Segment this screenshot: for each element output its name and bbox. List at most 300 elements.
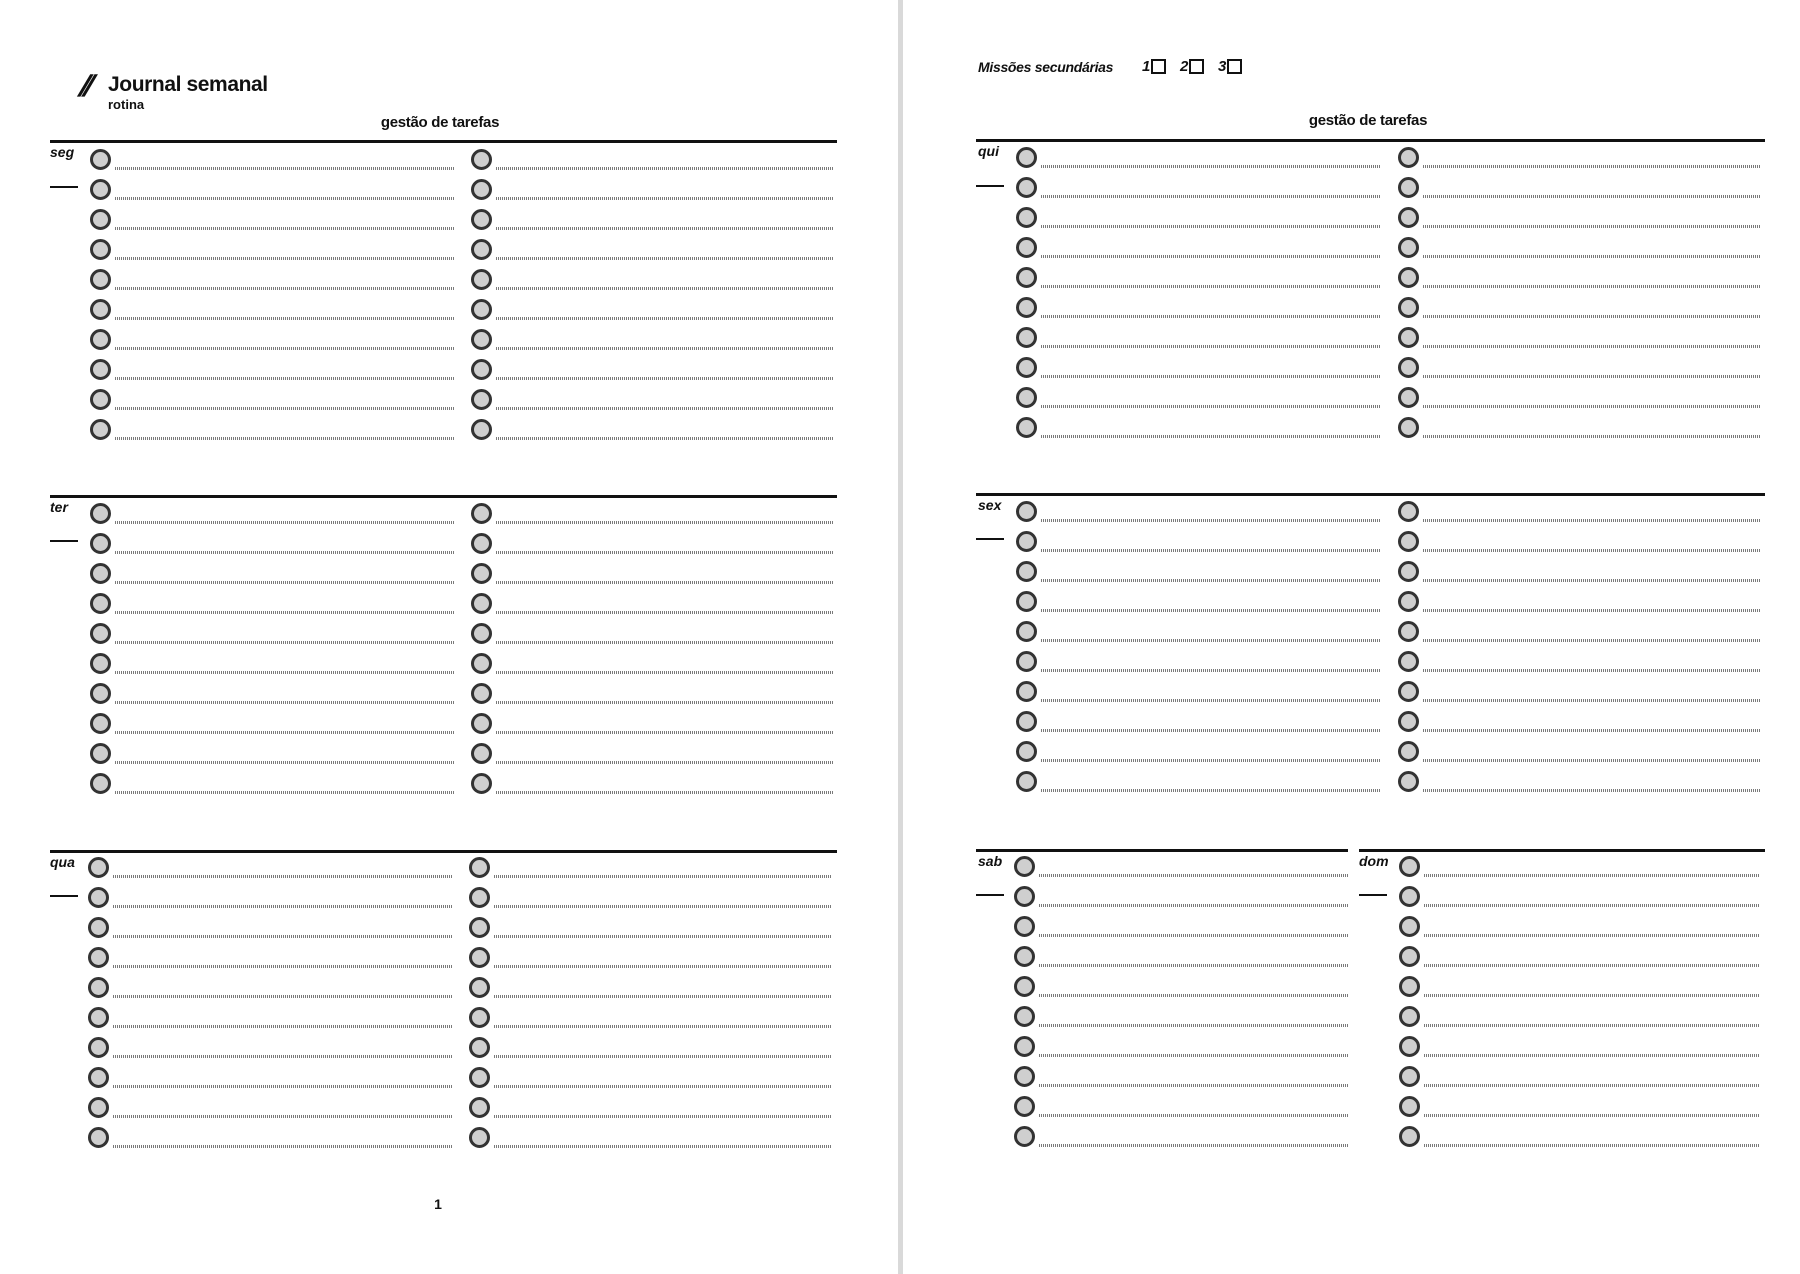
task-checkbox-icon[interactable] [88,1127,109,1148]
task-checkbox-icon[interactable] [471,359,492,380]
task-checkbox-icon[interactable] [1016,741,1037,762]
task-write-line[interactable] [1041,579,1381,582]
task-checkbox-icon[interactable] [471,419,492,440]
task-checkbox-icon[interactable] [471,653,492,674]
task-row [471,653,833,683]
task-write-line[interactable] [1424,874,1760,877]
task-checkbox-icon[interactable] [469,1127,490,1148]
task-checkbox-icon[interactable] [471,683,492,704]
task-row [471,269,833,299]
task-checkbox-icon[interactable] [1398,387,1419,408]
task-write-line[interactable] [1423,759,1760,762]
day-dash [976,185,1004,187]
task-checkbox-icon[interactable] [1399,1036,1420,1057]
task-write-line[interactable] [113,875,453,878]
task-write-line[interactable] [113,905,453,908]
checkbox-icon [1151,59,1166,74]
task-write-line[interactable] [494,875,831,878]
task-write-line[interactable] [1423,315,1760,318]
task-write-line[interactable] [1423,609,1760,612]
task-row [1014,886,1348,916]
journal-logo-icon: // [76,70,93,103]
task-checkbox-icon[interactable] [471,593,492,614]
task-checkbox-icon[interactable] [1398,357,1419,378]
task-checkbox-icon[interactable] [88,887,109,908]
task-write-line[interactable] [115,701,455,704]
task-write-line[interactable] [1039,904,1348,907]
task-checkbox-icon[interactable] [1016,237,1037,258]
task-write-line[interactable] [494,995,831,998]
task-write-line[interactable] [496,437,833,440]
task-write-line[interactable] [494,1115,831,1118]
task-write-line[interactable] [1039,964,1348,967]
task-write-line[interactable] [1423,435,1760,438]
task-write-line[interactable] [1041,375,1381,378]
task-checkbox-icon[interactable] [1398,237,1419,258]
task-checkbox-icon[interactable] [90,359,111,380]
task-checkbox-icon[interactable] [1399,1126,1420,1147]
page-title: Journal semanal [108,73,268,96]
task-row [471,503,833,533]
task-checkbox-icon[interactable] [1016,357,1037,378]
task-write-line[interactable] [115,551,455,554]
task-row [90,179,455,209]
task-checkbox-icon[interactable] [1014,976,1035,997]
task-checkbox-icon[interactable] [90,179,111,200]
task-row [88,947,453,977]
task-write-line[interactable] [1423,285,1760,288]
task-write-line[interactable] [115,377,455,380]
task-write-line[interactable] [1041,519,1381,522]
task-checkbox-icon[interactable] [1398,297,1419,318]
task-checkbox-icon[interactable] [90,743,111,764]
task-write-line[interactable] [496,521,833,524]
task-row [471,533,833,563]
task-checkbox-icon[interactable] [90,239,111,260]
task-write-line[interactable] [1423,579,1760,582]
task-checkbox-icon[interactable] [471,389,492,410]
task-checkbox-icon[interactable] [1016,417,1037,438]
task-checkbox-icon[interactable] [1016,177,1037,198]
task-write-line[interactable] [1041,609,1381,612]
task-write-line[interactable] [1041,225,1381,228]
task-checkbox-icon[interactable] [1014,916,1035,937]
task-row [471,209,833,239]
day-block-rule [50,495,837,498]
task-column [1399,856,1760,1156]
task-checkbox-icon[interactable] [1398,651,1419,672]
task-write-line[interactable] [494,935,831,938]
task-write-line[interactable] [1041,699,1381,702]
task-write-line[interactable] [115,317,455,320]
task-checkbox-icon[interactable] [90,593,111,614]
task-checkbox-icon[interactable] [1016,651,1037,672]
task-write-line[interactable] [496,761,833,764]
task-write-line[interactable] [1041,345,1381,348]
task-checkbox-icon[interactable] [1399,1096,1420,1117]
task-checkbox-icon[interactable] [88,917,109,938]
task-checkbox-icon[interactable] [1014,1126,1035,1147]
task-write-line[interactable] [115,287,455,290]
task-write-line[interactable] [1041,759,1381,762]
task-checkbox-icon[interactable] [471,209,492,230]
task-checkbox-icon[interactable] [90,563,111,584]
task-checkbox-icon[interactable] [471,743,492,764]
task-row [1399,1096,1760,1126]
task-write-line[interactable] [115,167,455,170]
task-write-line[interactable] [1041,639,1381,642]
task-checkbox-icon[interactable] [1016,297,1037,318]
task-write-line[interactable] [115,521,455,524]
task-row [1399,1126,1760,1156]
task-write-line[interactable] [1423,729,1760,732]
task-checkbox-icon[interactable] [1016,771,1037,792]
task-write-line[interactable] [1039,874,1348,877]
task-write-line[interactable] [1424,1144,1760,1147]
task-write-line[interactable] [1041,549,1381,552]
task-checkbox-icon[interactable] [1016,591,1037,612]
task-write-line[interactable] [113,1115,453,1118]
task-row [1014,976,1348,1006]
task-checkbox-icon[interactable] [1016,267,1037,288]
task-write-line[interactable] [115,731,455,734]
task-checkbox-icon[interactable] [90,419,111,440]
task-write-line[interactable] [496,701,833,704]
task-checkbox-icon[interactable] [1014,886,1035,907]
task-write-line[interactable] [496,581,833,584]
task-write-line[interactable] [496,347,833,350]
task-column [471,503,833,803]
task-write-line[interactable] [1423,789,1760,792]
task-row [1014,1066,1348,1096]
task-write-line[interactable] [1424,1114,1760,1117]
task-checkbox-icon[interactable] [90,329,111,350]
task-write-line[interactable] [1424,964,1760,967]
task-write-line[interactable] [496,257,833,260]
task-checkbox-icon[interactable] [90,623,111,644]
task-checkbox-icon[interactable] [1399,946,1420,967]
task-checkbox-icon[interactable] [471,269,492,290]
task-write-line[interactable] [1041,255,1381,258]
task-row [471,593,833,623]
task-checkbox-icon[interactable] [471,299,492,320]
task-write-line[interactable] [1423,699,1760,702]
task-write-line[interactable] [1424,1084,1760,1087]
task-row [1399,1066,1760,1096]
task-write-line[interactable] [115,791,455,794]
task-write-line[interactable] [115,671,455,674]
task-checkbox-icon[interactable] [471,623,492,644]
task-row [1014,916,1348,946]
task-checkbox-icon[interactable] [469,1037,490,1058]
task-row [1016,327,1381,357]
task-write-line[interactable] [1041,729,1381,732]
task-write-line[interactable] [1423,669,1760,672]
task-write-line[interactable] [113,1145,453,1148]
task-write-line[interactable] [494,1025,831,1028]
day-dash [976,894,1004,896]
task-checkbox-icon[interactable] [1398,531,1419,552]
task-write-line[interactable] [496,791,833,794]
task-write-line[interactable] [1424,934,1760,937]
task-checkbox-icon[interactable] [1399,916,1420,937]
task-checkbox-icon[interactable] [1398,177,1419,198]
task-write-line[interactable] [115,761,455,764]
task-write-line[interactable] [1423,375,1760,378]
task-row [1016,531,1381,561]
task-checkbox-icon[interactable] [1399,976,1420,997]
task-row [88,917,453,947]
task-write-line[interactable] [1423,345,1760,348]
task-checkbox-icon[interactable] [1398,501,1419,522]
task-write-line[interactable] [1041,195,1381,198]
task-checkbox-icon[interactable] [469,917,490,938]
task-write-line[interactable] [1039,1114,1348,1117]
task-column [90,503,455,803]
task-row [1399,946,1760,976]
task-checkbox-icon[interactable] [90,299,111,320]
task-row [1016,651,1381,681]
task-checkbox-icon[interactable] [1398,267,1419,288]
task-write-line[interactable] [496,611,833,614]
task-checkbox-icon[interactable] [90,683,111,704]
task-write-line[interactable] [1424,904,1760,907]
task-checkbox-icon[interactable] [1398,591,1419,612]
task-row [1399,1036,1760,1066]
task-checkbox-icon[interactable] [471,533,492,554]
task-checkbox-icon[interactable] [1398,147,1419,168]
task-write-line[interactable] [113,935,453,938]
task-checkbox-icon[interactable] [1398,771,1419,792]
task-write-line[interactable] [113,1055,453,1058]
task-checkbox-icon[interactable] [1398,327,1419,348]
task-write-line[interactable] [115,407,455,410]
task-write-line[interactable] [113,1025,453,1028]
task-checkbox-icon[interactable] [469,857,490,878]
task-checkbox-icon[interactable] [1398,207,1419,228]
task-row [1398,267,1760,297]
task-write-line[interactable] [1041,165,1381,168]
task-checkbox-icon[interactable] [90,209,111,230]
task-checkbox-icon[interactable] [1014,946,1035,967]
task-checkbox-icon[interactable] [88,857,109,878]
task-write-line[interactable] [496,167,833,170]
task-checkbox-icon[interactable] [88,1097,109,1118]
task-checkbox-icon[interactable] [469,887,490,908]
task-write-line[interactable] [496,197,833,200]
task-write-line[interactable] [496,407,833,410]
task-write-line[interactable] [1039,1144,1348,1147]
task-write-line[interactable] [496,641,833,644]
task-write-line[interactable] [1041,435,1381,438]
task-write-line[interactable] [1039,994,1348,997]
task-row [1398,357,1760,387]
task-checkbox-icon[interactable] [88,947,109,968]
task-write-line[interactable] [496,287,833,290]
task-checkbox-icon[interactable] [1398,621,1419,642]
task-write-line[interactable] [496,317,833,320]
task-write-line[interactable] [1423,549,1760,552]
task-row [469,1127,831,1157]
task-checkbox-icon[interactable] [469,1007,490,1028]
task-checkbox-icon[interactable] [90,653,111,674]
task-checkbox-icon[interactable] [471,713,492,734]
task-write-line[interactable] [113,1085,453,1088]
task-checkbox-icon[interactable] [90,533,111,554]
task-row [1016,771,1381,801]
task-write-line[interactable] [496,551,833,554]
task-checkbox-icon[interactable] [469,947,490,968]
task-row [1398,621,1760,651]
task-write-line[interactable] [115,581,455,584]
task-checkbox-icon[interactable] [1016,387,1037,408]
task-checkbox-icon[interactable] [88,1067,109,1088]
task-row [1016,681,1381,711]
task-write-line[interactable] [1424,1024,1760,1027]
task-checkbox-icon[interactable] [90,713,111,734]
day-block-rule [50,850,837,853]
task-row [90,683,455,713]
task-write-line[interactable] [496,731,833,734]
task-write-line[interactable] [115,227,455,230]
task-write-line[interactable] [1041,315,1381,318]
task-write-line[interactable] [1423,225,1760,228]
task-row [1016,591,1381,621]
task-checkbox-icon[interactable] [90,773,111,794]
task-checkbox-icon[interactable] [471,179,492,200]
task-write-line[interactable] [494,965,831,968]
task-row [88,1067,453,1097]
task-write-line[interactable] [494,1085,831,1088]
task-checkbox-icon[interactable] [471,149,492,170]
task-write-line[interactable] [1041,669,1381,672]
task-row [1016,297,1381,327]
task-checkbox-icon[interactable] [1399,1066,1420,1087]
task-write-line[interactable] [494,1055,831,1058]
task-checkbox-icon[interactable] [471,503,492,524]
task-row [90,773,455,803]
task-checkbox-icon[interactable] [469,977,490,998]
task-row [1016,147,1381,177]
task-write-line[interactable] [115,437,455,440]
task-write-line[interactable] [115,611,455,614]
task-write-line[interactable] [1041,789,1381,792]
task-checkbox-icon[interactable] [90,503,111,524]
task-write-line[interactable] [1423,639,1760,642]
task-checkbox-icon[interactable] [90,269,111,290]
task-checkbox-icon[interactable] [1016,681,1037,702]
page-divider [898,0,903,1274]
task-row [1016,177,1381,207]
task-row [1014,1096,1348,1126]
task-checkbox-icon[interactable] [469,1067,490,1088]
task-checkbox-icon[interactable] [471,329,492,350]
side-quest-3-checkbox[interactable] [1218,58,1242,75]
task-checkbox-icon[interactable] [1399,886,1420,907]
task-write-line[interactable] [1423,405,1760,408]
task-checkbox-icon[interactable] [1016,207,1037,228]
task-checkbox-icon[interactable] [1398,711,1419,732]
task-checkbox-icon[interactable] [471,563,492,584]
task-write-line[interactable] [494,1145,831,1148]
task-checkbox-icon[interactable] [471,773,492,794]
task-write-line[interactable] [1424,994,1760,997]
task-column [1014,856,1348,1156]
task-checkbox-icon[interactable] [1016,327,1037,348]
task-row [471,563,833,593]
task-row [1016,357,1381,387]
task-write-line[interactable] [1039,1024,1348,1027]
task-write-line[interactable] [1039,934,1348,937]
task-write-line[interactable] [1423,255,1760,258]
task-checkbox-icon[interactable] [1014,1006,1035,1027]
task-write-line[interactable] [1039,1054,1348,1057]
task-checkbox-icon[interactable] [469,1097,490,1118]
task-write-line[interactable] [1424,1054,1760,1057]
task-checkbox-icon[interactable] [90,389,111,410]
task-write-line[interactable] [115,347,455,350]
task-write-line[interactable] [496,377,833,380]
task-checkbox-icon[interactable] [1398,681,1419,702]
side-quest-1-checkbox[interactable] [1142,58,1166,75]
task-checkbox-icon[interactable] [1014,1036,1035,1057]
task-checkbox-icon[interactable] [1399,856,1420,877]
task-checkbox-icon[interactable] [90,149,111,170]
task-checkbox-icon[interactable] [88,977,109,998]
task-write-line[interactable] [494,905,831,908]
task-row [90,419,455,449]
task-write-line[interactable] [1039,1084,1348,1087]
task-checkbox-icon[interactable] [1014,856,1035,877]
task-checkbox-icon[interactable] [471,239,492,260]
task-checkbox-icon[interactable] [1016,561,1037,582]
task-checkbox-icon[interactable] [1398,561,1419,582]
task-row [1399,856,1760,886]
task-checkbox-icon[interactable] [1016,621,1037,642]
task-checkbox-icon[interactable] [1016,711,1037,732]
task-checkbox-icon[interactable] [88,1007,109,1028]
task-checkbox-icon[interactable] [1014,1096,1035,1117]
task-checkbox-icon[interactable] [1016,531,1037,552]
side-quest-2-checkbox[interactable] [1180,58,1204,75]
task-checkbox-icon[interactable] [1014,1066,1035,1087]
task-checkbox-icon[interactable] [88,1037,109,1058]
task-row [471,773,833,803]
task-checkbox-icon[interactable] [1398,741,1419,762]
task-write-line[interactable] [1041,285,1381,288]
task-write-line[interactable] [113,995,453,998]
task-write-line[interactable] [115,641,455,644]
task-checkbox-icon[interactable] [1016,147,1037,168]
task-checkbox-icon[interactable] [1398,417,1419,438]
task-checkbox-icon[interactable] [1399,1006,1420,1027]
task-write-line[interactable] [496,227,833,230]
task-row [1398,711,1760,741]
task-write-line[interactable] [115,257,455,260]
task-write-line[interactable] [1423,195,1760,198]
task-row [1014,856,1348,886]
task-write-line[interactable] [1423,165,1760,168]
task-write-line[interactable] [113,965,453,968]
task-row [88,887,453,917]
task-write-line[interactable] [1041,405,1381,408]
task-column [1016,501,1381,801]
task-checkbox-icon[interactable] [1016,501,1037,522]
task-write-line[interactable] [115,197,455,200]
task-write-line[interactable] [496,671,833,674]
task-write-line[interactable] [1423,519,1760,522]
task-row [1398,771,1760,801]
